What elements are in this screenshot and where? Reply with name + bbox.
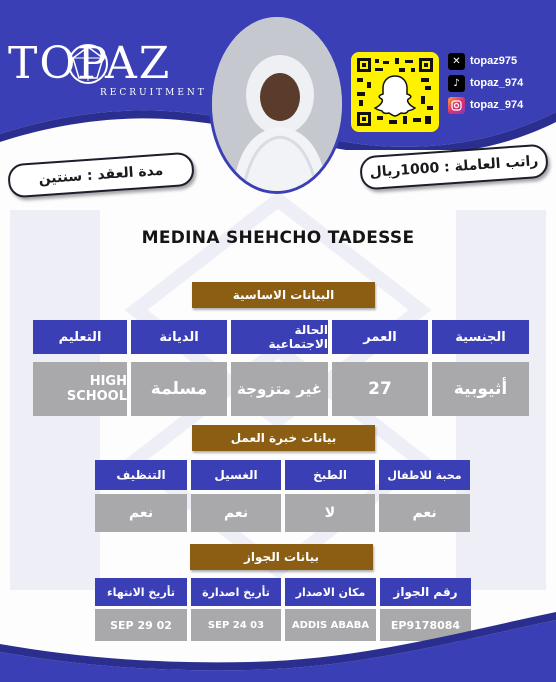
- header-cell: الجنسية: [432, 320, 529, 354]
- value-cell: نعم: [191, 494, 281, 532]
- header-cell: التنظيف: [95, 460, 187, 490]
- value-cell: HIGH SCHOOL: [33, 362, 127, 416]
- value-cell: مسلمة: [131, 362, 227, 416]
- header-cell: الطبخ: [285, 460, 375, 490]
- experience-value-row: [95, 494, 470, 532]
- header-cell: العمر: [332, 320, 428, 354]
- social-x[interactable]: [448, 50, 554, 72]
- header-cell: الغسيل: [191, 460, 281, 490]
- x-icon: ✕: [448, 53, 465, 70]
- section-title-experience: بيانات خبرة العمل: [192, 425, 375, 451]
- worker-photo: [209, 14, 345, 194]
- value-cell: EP9178084: [380, 609, 471, 641]
- logo-subtitle: RECRUITMENT: [100, 88, 207, 98]
- header-cell: محبة للاطفال: [379, 460, 470, 490]
- instagram-icon: [448, 97, 465, 114]
- header-cell: مكان الاصدار: [285, 578, 376, 606]
- worker-name: MEDINA SHEHCHO TADESSE: [141, 228, 415, 248]
- social-instagram[interactable]: [448, 94, 554, 116]
- value-cell: ADDIS ABABA: [285, 609, 376, 641]
- section-title-passport: بيانات الجواز: [190, 544, 373, 570]
- value-cell: نعم: [379, 494, 470, 532]
- basic-info-value-row: [33, 362, 529, 416]
- basic-info-header-row: [33, 320, 529, 354]
- value-cell: 03 SEP 24: [191, 609, 281, 641]
- header-cell: التعليم: [33, 320, 127, 354]
- header-cell: الحالة الاجتماعية: [231, 320, 328, 354]
- social-handles: [448, 50, 554, 116]
- footer-wave: [0, 600, 556, 682]
- section-title-basic-info: البيانات الاساسية: [192, 282, 375, 308]
- contract-duration-badge: مدة العقد : سنتين: [7, 152, 195, 199]
- value-cell: أثيوبية: [432, 362, 529, 416]
- header-cell: الديانة: [131, 320, 227, 354]
- snapchat-qr-code[interactable]: [351, 52, 439, 132]
- value-cell: 02 SEP 29: [95, 609, 187, 641]
- value-cell: لا: [285, 494, 375, 532]
- social-tiktok[interactable]: [448, 72, 554, 94]
- salary-badge: راتب العاملة : 1000ريال: [359, 143, 549, 190]
- header-cell: رقم الجواز: [380, 578, 471, 606]
- value-cell: نعم: [95, 494, 187, 532]
- social-handle: topaz_974: [470, 77, 524, 89]
- social-handle: topaz_974: [470, 99, 524, 111]
- experience-header-row: [95, 460, 470, 490]
- value-cell: غير متزوجة: [231, 362, 328, 416]
- logo-wordmark: TOPAZ: [8, 38, 172, 89]
- value-cell: 27: [332, 362, 428, 416]
- header-cell: تأريخ اصدارة: [191, 578, 281, 606]
- topaz-logo: [8, 38, 218, 108]
- header-cell: تأريخ الانتهاء: [95, 578, 187, 606]
- social-handle: topaz975: [470, 55, 518, 67]
- tiktok-icon: ♪: [448, 75, 465, 92]
